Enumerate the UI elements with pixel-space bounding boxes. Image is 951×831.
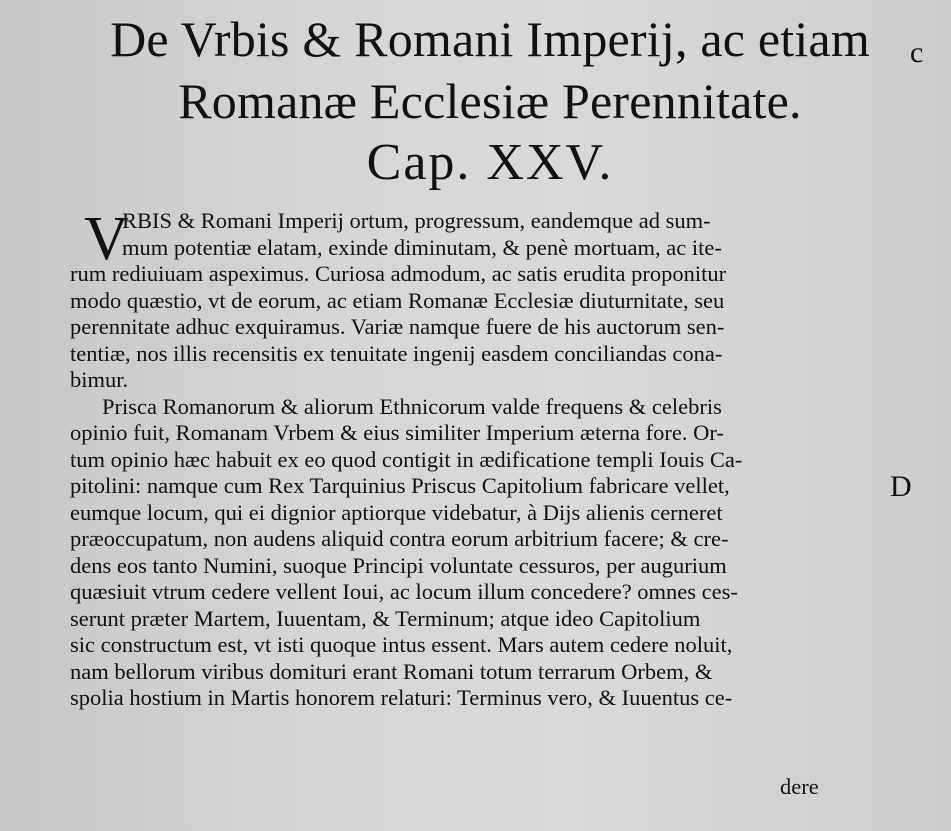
text-line: eumque locum, qui ei dignior aptiorque videbatur, à Dijs alienis cerneret: [70, 499, 723, 525]
text-line: sic constructum est, vt isti quoque intus essent. Mars autem cedere noluit,: [70, 632, 733, 657]
chapter-heading: [90, 8, 890, 194]
text-line: pitolini: namque cum Rex Tarquinius Priscus Capitolium fabricare vellet,: [70, 473, 730, 498]
text-line: spolia hostium in Martis honorem relaturi: Terminus vero, & Iuuentus ce-: [70, 685, 733, 710]
text-line: perennitate adhuc exquiramus. Variæ namque fuere de his auctorum sen-: [70, 314, 725, 339]
text-line: RBIS & Romani Imperij ortum, progressum, eandemque ad sum-: [122, 208, 711, 233]
catchword: dere: [780, 774, 819, 799]
text-line: serunt præter Martem, Iuuentam, & Terminum; atque ideo Capitolium: [70, 605, 701, 631]
chapter-number: Cap. XXV.: [366, 134, 614, 191]
text-line: dens eos tanto Numini, suoque Principi voluntate cessuros, per augurium: [70, 552, 727, 578]
text-line: opinio fuit, Romanam Vrbem & eius similiter Imperium æterna fore. Or-: [70, 420, 724, 445]
text-line: modo quæstio, vt de eorum, ac etiam Romanæ Ecclesiæ diuturnitate, seu: [70, 287, 725, 313]
text-line: tum opinio hæc habuit ex eo quod contigit in ædificatione templi Iouis Ca-: [70, 446, 743, 472]
text-line: præoccupatum, non audens aliquid contra eorum arbitrium facere; & cre-: [70, 526, 729, 551]
text-line: tentiæ, nos illis recensitis ex tenuitate ingenij easdem conciliandas cona-: [70, 340, 723, 366]
text-line: bimur.: [70, 367, 129, 392]
drop-cap: V: [84, 205, 129, 273]
text-line: rum rediuiuam aspeximus. Curiosa admodum, ac satis erudita proponitur: [70, 261, 727, 286]
heading-line-1: De Vrbis & Romani Imperij, ac etiam: [110, 11, 870, 67]
text-line: mum potentiæ elatam, exinde diminutam, & penè mortuam, ac ite-: [122, 234, 722, 260]
text-line: nam bellorum viribus domituri erant Romani totum terrarum Orbem, &: [70, 658, 713, 684]
body-text: [70, 205, 890, 712]
margin-letter-d: D: [890, 470, 912, 503]
text-line: quæsiuit vtrum cedere vellent Ioui, ac locum illum concedere? omnes ces-: [70, 579, 738, 604]
margin-letter-c: c: [910, 36, 924, 69]
heading-line-2: Romanæ Ecclesiæ Perennitate.: [178, 73, 802, 129]
text-line: Prisca Romanorum & aliorum Ethnicorum valde frequens & celebris: [102, 393, 722, 419]
